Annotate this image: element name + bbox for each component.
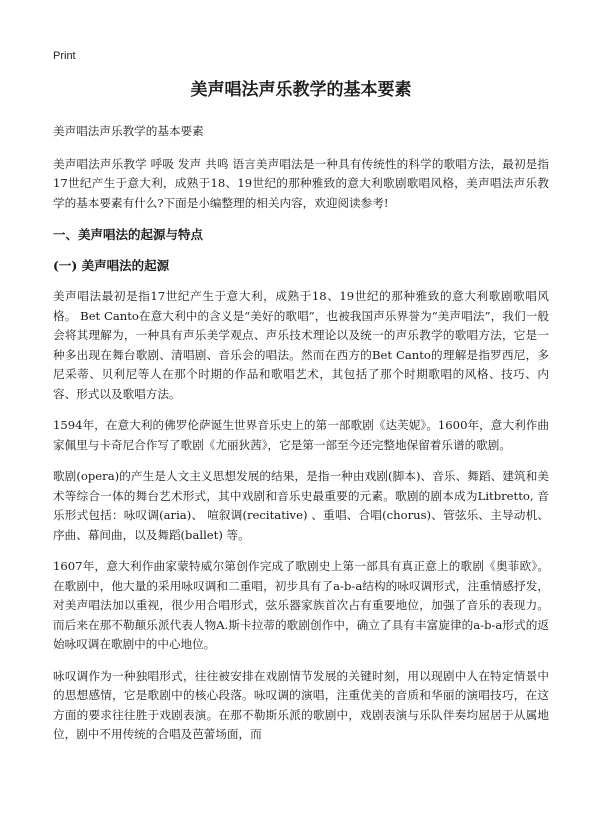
- print-link[interactable]: Print: [53, 50, 76, 62]
- article-subtitle: 美声唱法声乐教学的基本要素: [53, 124, 204, 138]
- body-paragraph: 美声唱法最初是指17世纪产生于意大利，成熟于18、19世纪的那种雅致的意大利歌剧歌唱风格。 Bet Canto在意大利中的含义是“美好的歌唱”，也被我国声乐界誉为“美声唱法”，我们一般会将其理解为，一种具有声乐美学观点、声乐技术理论以及统一的声乐教学的歌唱方法，它是一种多出现在舞台歌剧、清唱剧、音乐会的唱法。然而在西方的Bet Canto的理解是指罗西尼，多尼采蒂、贝利尼等人在那个时期的作品和歌唱艺术，其包括了那个时期歌唱的风格、技巧、内容、形式以及歌唱方法。: [53, 289, 549, 401]
- section-heading: 一、美声唱法的起源与特点: [53, 227, 204, 242]
- page-title: 美声唱法声乐教学的基本要素: [190, 80, 412, 100]
- subsection-heading: (一) 美声唱法的起源: [53, 258, 170, 273]
- body-paragraph: 歌剧(opera)的产生是人文主义思想发展的结果，是指一种由戏剧(脚本)、音乐、舞蹈、建筑和美术等综合一体的舞台艺术形式，其中戏剧和音乐史最重要的元素。歌剧的剧本成为Litbretto, 音乐形式包括：咏叹调(aria)、 喧叙调(recitative) 、重唱、合唱(chorus)、管弦乐、主导动机、序曲、幕间曲，以及舞蹈(ballet) 等。: [53, 469, 549, 542]
- article-body: [53, 122, 549, 757]
- body-paragraph: 1594年，在意大利的佛罗伦萨诞生世界音乐史上的第一部歌剧《达芙妮》。1600年，意大利作曲家佩里与卡奇尼合作写了歌剧《尤丽狄茜》，它是第一部至今还完整地保留着乐谱的歌剧。: [53, 418, 549, 452]
- intro-paragraph: 美声唱法声乐教学 呼吸 发声 共鸣 语言美声唱法是一种具有传统性的科学的歌唱方法，最初是指17世纪产生于意大利，成熟于18、19世纪的那种雅致的意大利歌剧歌唱风格，美声唱法声乐教学的基本要素有什么?下面是小编整理的相关内容，欢迎阅读参考!: [53, 156, 549, 210]
- body-paragraph: 咏叹调作为一种独唱形式，往往被安排在戏剧情节发展的关键时刻，用以现剧中人在特定情景中的思想感情，它是歌剧中的核心段落。咏叹调的演唱，注重优美的音质和华丽的演唱技巧，在这方面的要求往往胜于戏剧表演。在那不勒斯乐派的歌剧中，戏剧表演与乐队伴奏均屈居于从属地位，剧中不用传统的合唱及芭蕾场面，而: [53, 668, 549, 741]
- body-paragraph: 1607年，意大利作曲家蒙特威尔第创作完成了歌剧史上第一部具有真正意上的歌剧《奥菲欧》。在歌剧中，他大量的采用咏叹调和二重唱，初步具有了a-b-a结构的咏叹调形式，注重情感抒发，对美声唱法加以重视，很少用合唱形式，弦乐器家族首次占有重要地位，加强了音乐的表现力。而后来在那不勒颠乐派代表人物A.斯卡拉蒂的歌剧创作中，确立了具有丰富旋律的a-b-a形式的返始咏叹调在歌剧中的中心地位。: [53, 559, 549, 651]
